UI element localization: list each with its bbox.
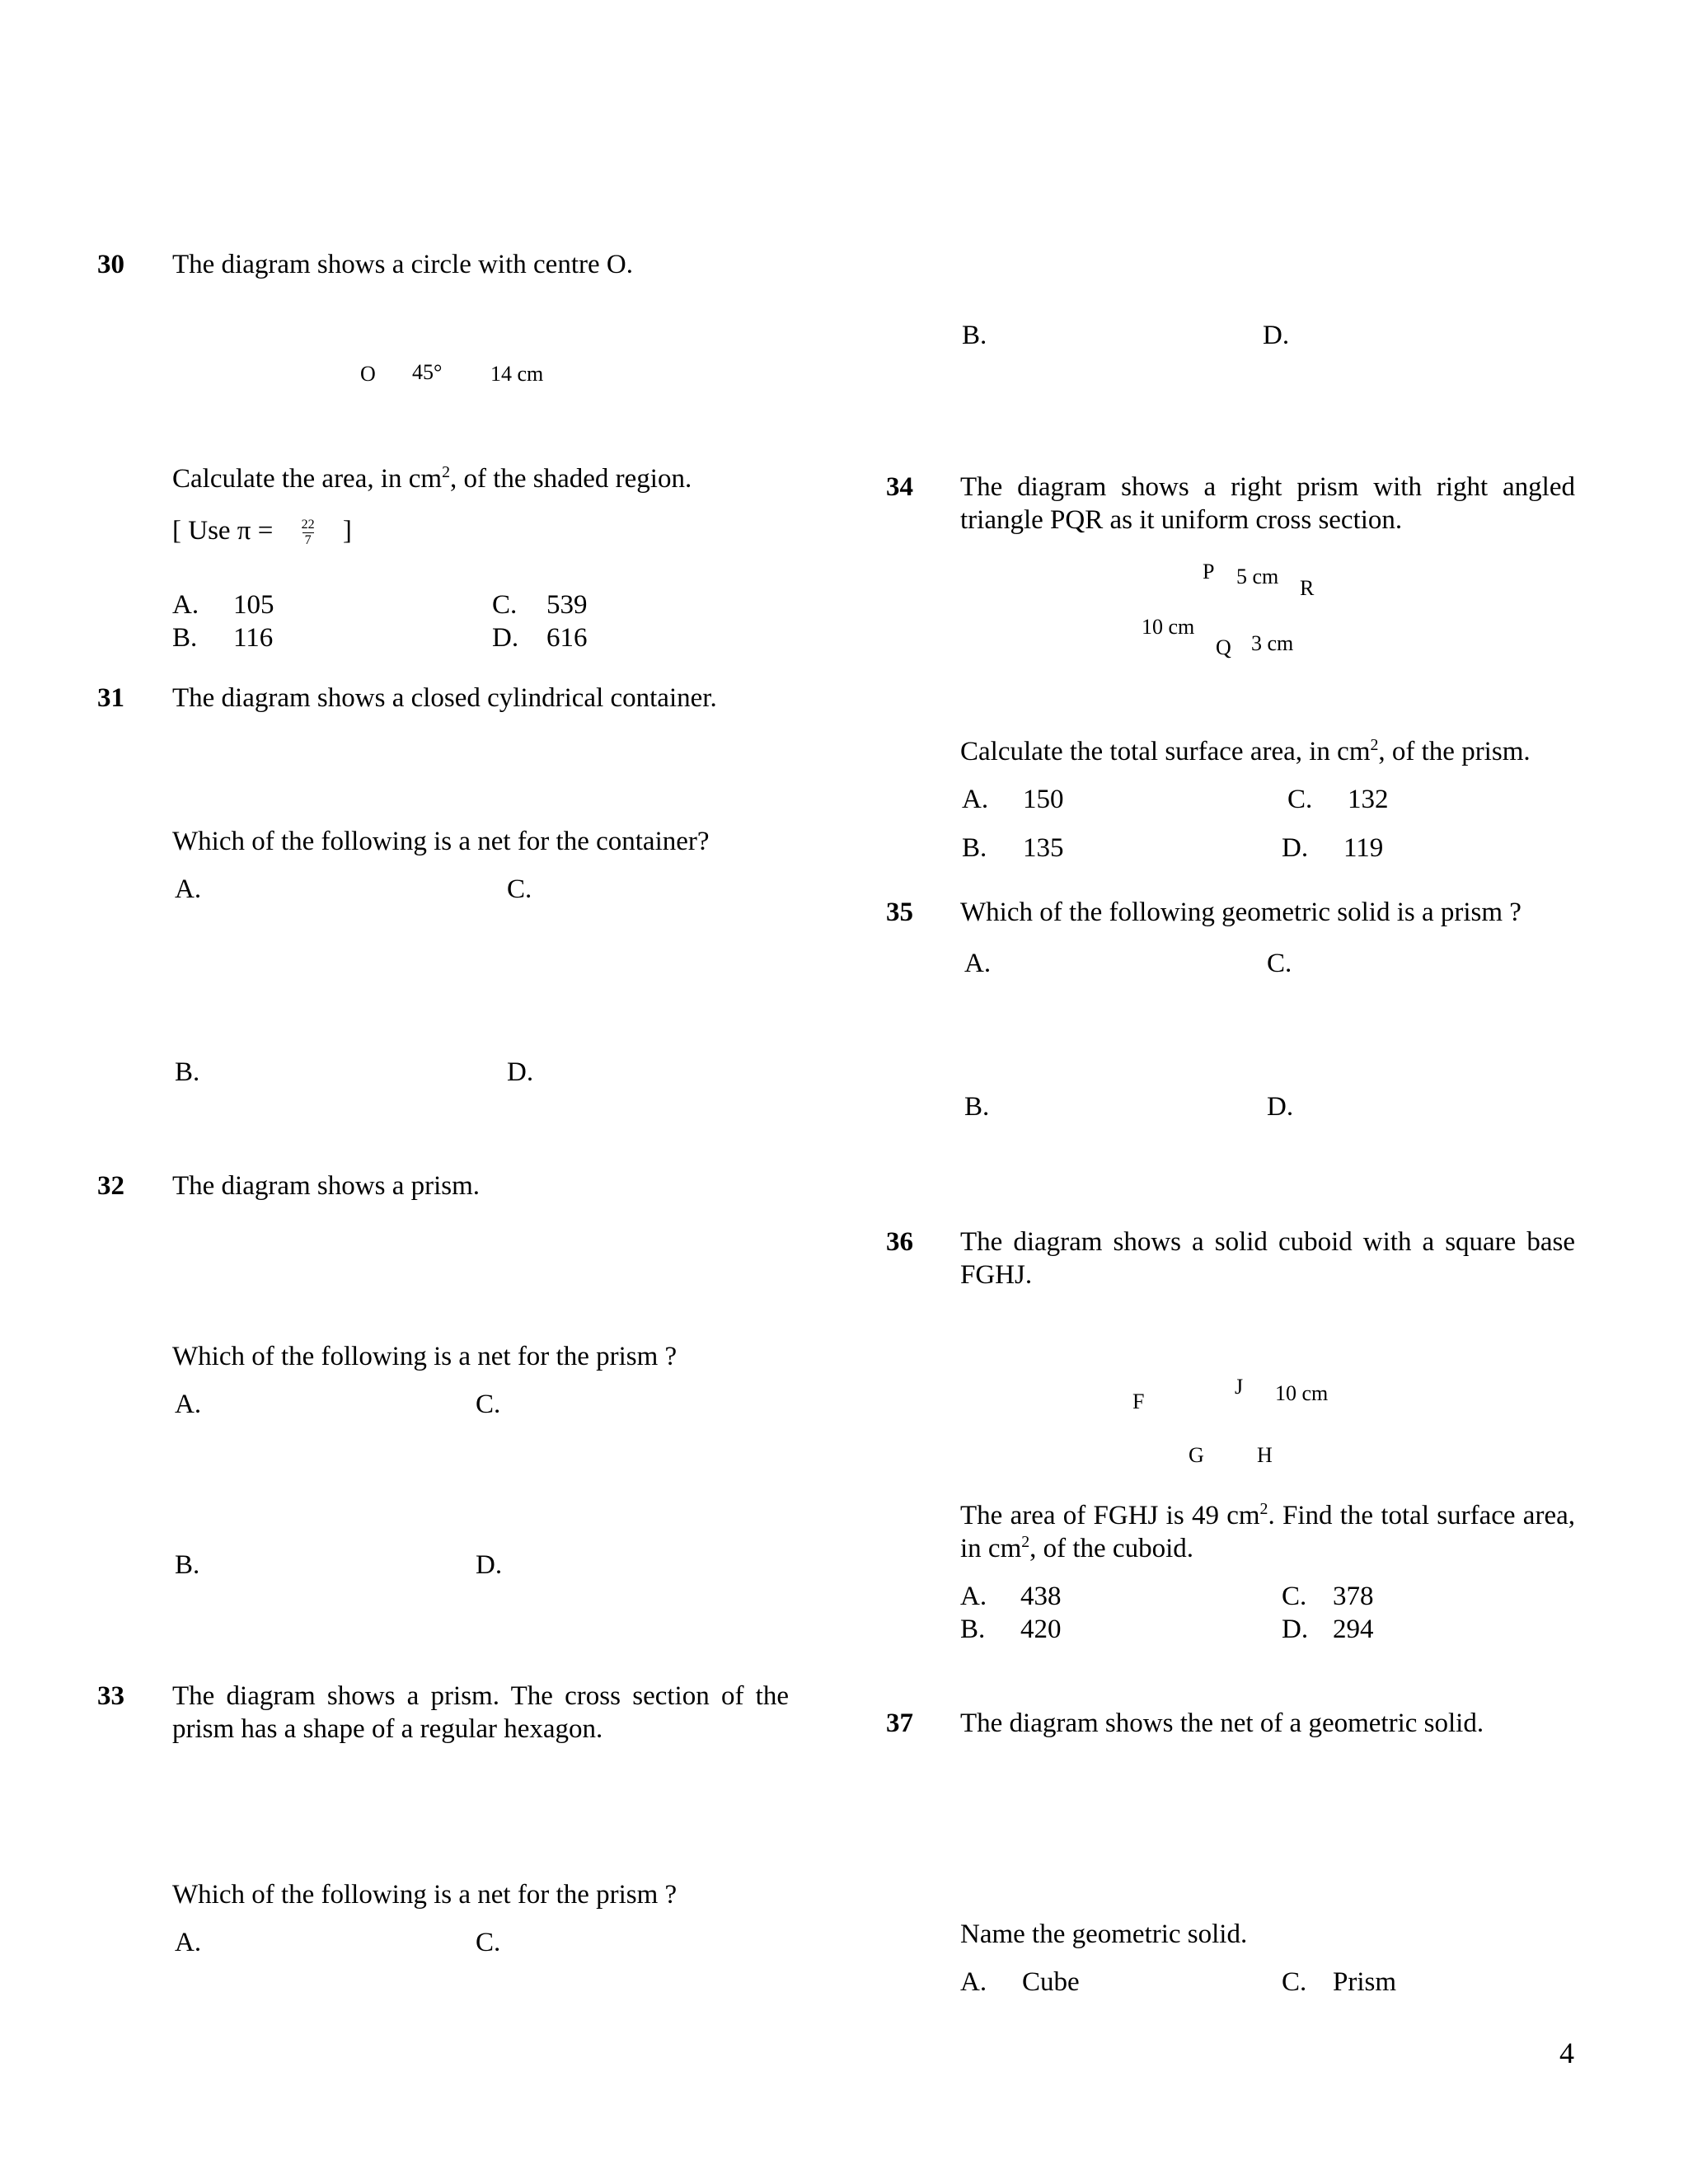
question-number-31: 31 [97, 683, 124, 713]
circle-center-label: O [360, 362, 376, 386]
question-36-stem: The diagram shows a solid cuboid with a square base FGHJ. [960, 1227, 1575, 1290]
option-34-A-letter[interactable]: A. [962, 785, 989, 814]
question-number-37: 37 [886, 1708, 913, 1738]
option-30-D-letter[interactable]: D. [492, 623, 519, 653]
option-37-A[interactable]: Cube [1022, 1967, 1080, 1997]
pr-length-label: 5 cm [1236, 565, 1279, 588]
question-30-stem: The diagram shows a circle with centre O. [172, 250, 633, 279]
question-34-calc: Calculate the total surface area, in $cm^2$, of the prism. [960, 736, 1531, 766]
option-36-D[interactable]: 294 [1333, 1615, 1374, 1644]
option-36-A[interactable]: 438 [1020, 1582, 1062, 1611]
option-35-A[interactable]: A. [964, 949, 992, 978]
option-31-D[interactable]: D. [507, 1057, 534, 1087]
option-33-D[interactable]: D. [1263, 321, 1290, 350]
option-36-B[interactable]: 420 [1020, 1615, 1062, 1644]
option-34-C-letter[interactable]: C. [1287, 785, 1313, 814]
question-number-33: 33 [97, 1681, 124, 1711]
vertex-P-label: P [1203, 560, 1215, 583]
option-32-A[interactable]: A. [175, 1390, 202, 1419]
question-30-calc: Calculate the area, in $cm^2$, of the shaded region. [172, 463, 692, 494]
option-36-C-letter[interactable]: C. [1282, 1582, 1307, 1611]
question-37-stem: The diagram shows the net of a geometric solid. [960, 1708, 1484, 1738]
option-33-B[interactable]: B. [962, 321, 987, 350]
option-33-A[interactable]: A. [175, 1928, 202, 1957]
option-30-A[interactable]: 105 [233, 590, 274, 620]
question-31-question: Which of the following is a net for the container? [172, 827, 710, 856]
question-number-35: 35 [886, 898, 913, 927]
option-37-C-letter[interactable]: C. [1282, 1967, 1307, 1997]
option-31-C[interactable]: C. [507, 874, 532, 904]
option-36-D-letter[interactable]: D. [1282, 1615, 1309, 1644]
option-37-C[interactable]: Prism [1333, 1967, 1397, 1997]
question-33-question: Which of the following is a net for the prism ? [172, 1880, 678, 1910]
vertex-J-label: J [1235, 1375, 1244, 1399]
option-35-C[interactable]: C. [1267, 949, 1292, 978]
question-33-stem: The diagram shows a prism. The cross section of the prism has a shape of a regular hexagon. [172, 1681, 789, 1744]
option-36-B-letter[interactable]: B. [960, 1615, 986, 1644]
vertex-Q-label: Q [1216, 635, 1231, 659]
question-32-question: Which of the following is a net for the prism ? [172, 1342, 678, 1371]
cuboid-height-label: 10 cm [1275, 1381, 1329, 1405]
option-30-C[interactable]: 539 [546, 590, 588, 620]
question-32-stem: The diagram shows a prism. [172, 1171, 481, 1201]
question-number-32: 32 [97, 1171, 124, 1201]
option-33-C[interactable]: C. [476, 1928, 501, 1957]
question-number-36: 36 [886, 1227, 913, 1257]
use-pi-hint: [ Use π = $\frac{22}{7}$ ] [172, 516, 352, 547]
option-32-C[interactable]: C. [476, 1390, 501, 1419]
vertex-F-label: F [1132, 1390, 1145, 1413]
angle-label: 45° [412, 360, 443, 384]
qr-length-label: 3 cm [1251, 631, 1294, 655]
option-32-B[interactable]: B. [175, 1550, 200, 1580]
question-number-30: 30 [97, 250, 124, 279]
question-number-34: 34 [886, 472, 913, 502]
vertex-H-label: H [1257, 1443, 1273, 1467]
option-30-C-letter[interactable]: C. [492, 590, 518, 620]
option-34-A[interactable]: 150 [1023, 785, 1064, 814]
option-30-B[interactable]: 116 [233, 623, 274, 653]
option-34-D-letter[interactable]: D. [1282, 833, 1309, 863]
option-35-B[interactable]: B. [964, 1092, 990, 1122]
option-31-A[interactable]: A. [175, 874, 202, 904]
option-31-B[interactable]: B. [175, 1057, 200, 1087]
option-34-C[interactable]: 132 [1348, 785, 1389, 814]
page-number: 4 [1559, 2036, 1574, 2069]
prism-height-label: 10 cm [1142, 615, 1195, 639]
question-31-stem: The diagram shows a closed cylindrical container. [172, 683, 717, 713]
question-37-question: Name the geometric solid. [960, 1919, 1248, 1949]
option-36-A-letter[interactable]: A. [960, 1582, 987, 1611]
option-36-C[interactable]: 378 [1333, 1582, 1374, 1611]
option-32-D[interactable]: D. [476, 1550, 503, 1580]
option-34-B[interactable]: 135 [1023, 833, 1064, 863]
question-34-stem: The diagram shows a right prism with right angled triangle PQR as it uniform cross section. [960, 472, 1575, 535]
radius-label: 14 cm [490, 362, 544, 386]
option-30-D[interactable]: 616 [546, 623, 588, 653]
vertex-R-label: R [1300, 576, 1315, 600]
option-37-A-letter[interactable]: A. [960, 1967, 987, 1997]
vertex-G-label: G [1189, 1443, 1204, 1467]
question-35-stem: Which of the following geometric solid is a prism ? [960, 898, 1522, 927]
option-34-B-letter[interactable]: B. [962, 833, 987, 863]
pi-fraction: $\frac{22}{7}$ [301, 518, 315, 547]
option-30-A-letter[interactable]: A. [172, 590, 199, 620]
question-36-area-text: The area of FGHJ is 49 $cm^2$. Find the total surface area, in $cm^2$, of the cuboid. [960, 1500, 1575, 1563]
option-30-B-letter[interactable]: B. [172, 623, 198, 653]
option-35-D[interactable]: D. [1267, 1092, 1294, 1122]
option-34-D[interactable]: 119 [1343, 833, 1384, 863]
